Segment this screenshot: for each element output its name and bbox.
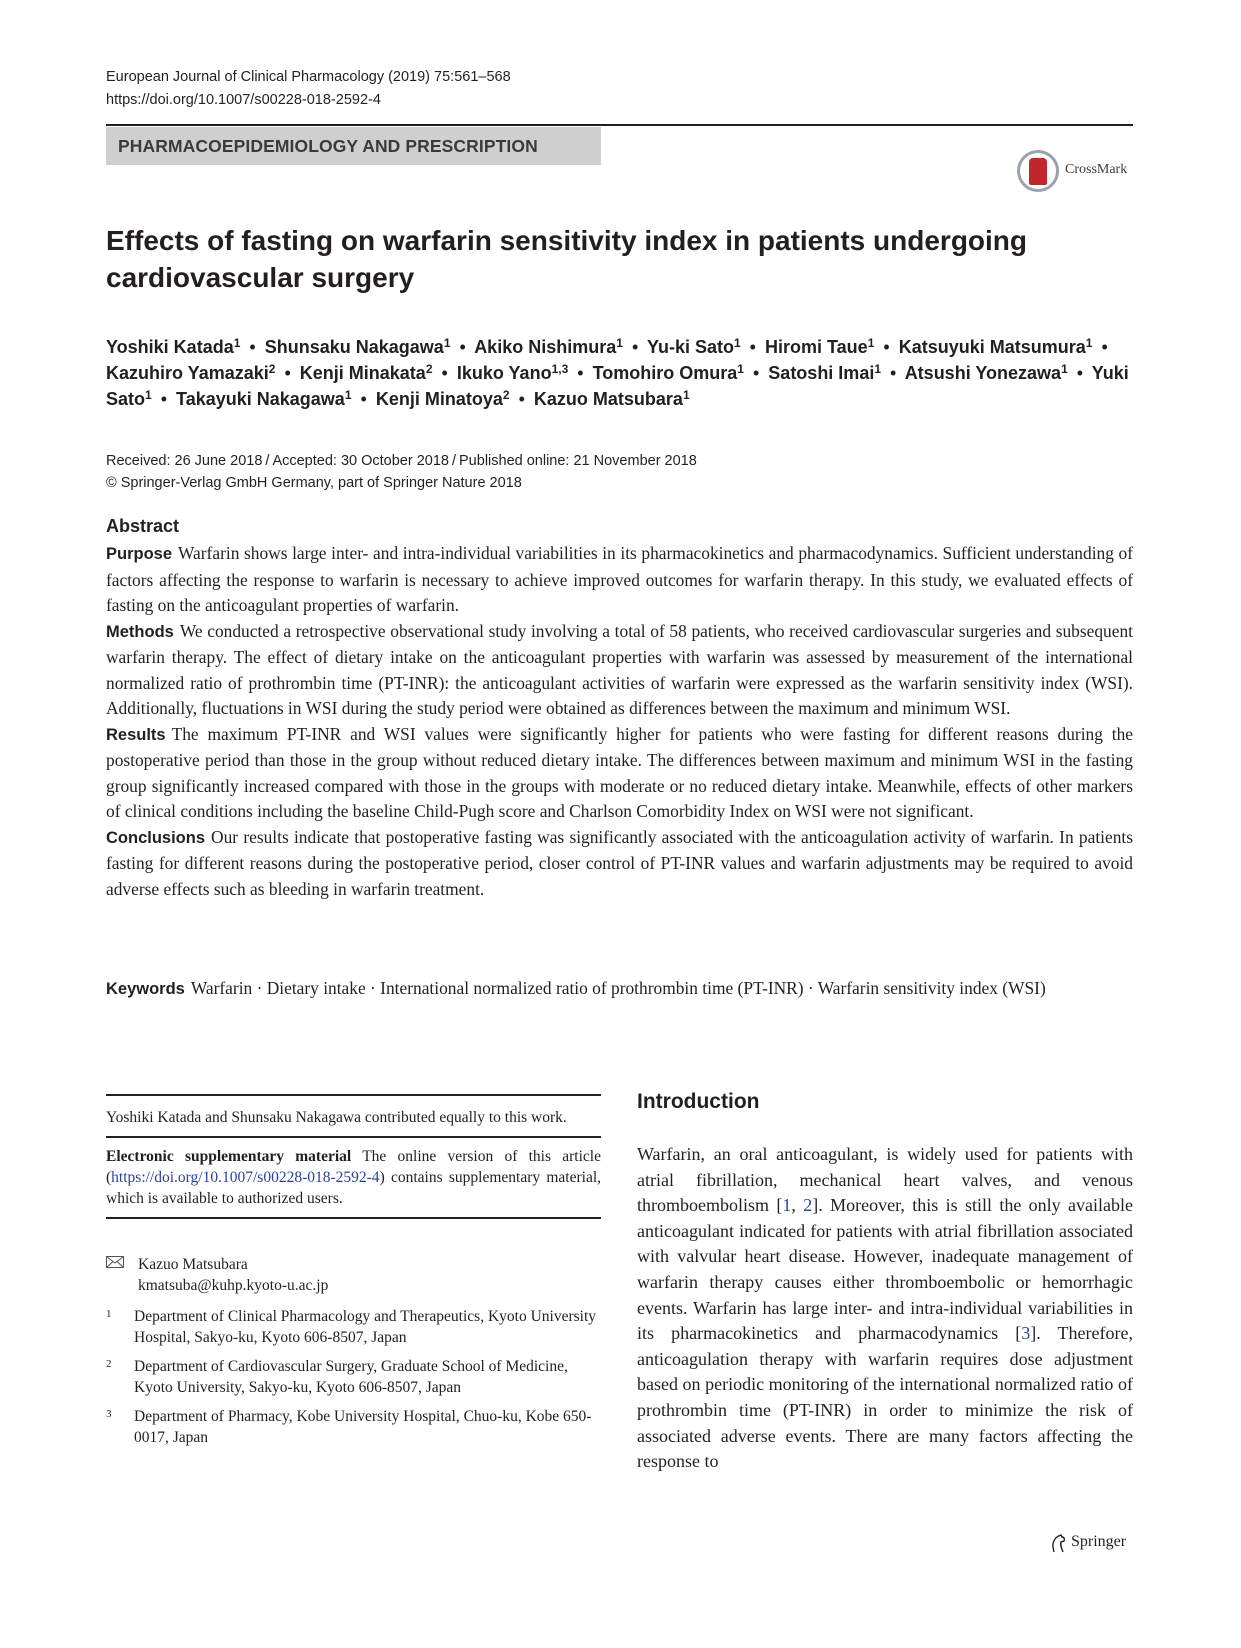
author-name[interactable]: Yu-ki Sato xyxy=(646,337,734,357)
intro-text: Warfarin, an oral anticoagulant, is widely used for patients with atrial fibrillation, mechanical heart valves, and venous thromboembolism [ xyxy=(637,1144,1133,1216)
section-banner: PHARMACOEPIDEMIOLOGY AND PRESCRIPTION xyxy=(106,127,601,165)
author-affiliation-marker: 1 xyxy=(145,388,152,402)
published-date: Published online: 21 November 2018 xyxy=(459,453,697,469)
author-affiliation-marker: 1 xyxy=(233,336,241,350)
affiliation-number: 1 xyxy=(106,1308,112,1320)
author-affiliation-marker: 1 xyxy=(867,336,875,350)
citation-link[interactable]: 1 xyxy=(782,1195,792,1216)
abstract-methods xyxy=(106,619,1133,722)
introduction-heading: Introduction xyxy=(637,1090,760,1113)
author-affiliation-marker: 2 xyxy=(268,362,276,376)
keywords-text: Warfarin · Dietary intake · International normalized ratio of prothrombin time (PT-INR) · Warfarin sensitivity index (WSI) xyxy=(190,978,1046,998)
affiliation-number: 3 xyxy=(106,1408,112,1420)
author-separator: • xyxy=(459,337,466,357)
author-affiliation-marker: 2 xyxy=(425,362,433,376)
author-list xyxy=(106,334,1146,412)
author-name[interactable]: Kenji Minatoya xyxy=(375,389,503,409)
author-name[interactable]: Ikuko Yano xyxy=(456,363,552,383)
author-affiliation-marker: 1 xyxy=(616,336,623,350)
introduction-body xyxy=(637,1142,1133,1475)
author-affiliation-marker: 1 xyxy=(874,362,882,376)
abstract-results xyxy=(106,722,1133,825)
author-affiliation-marker: 1 xyxy=(737,362,744,376)
author-name[interactable]: Yuki Sato xyxy=(106,363,1129,409)
author-affiliation-marker: 1 xyxy=(1061,362,1068,376)
doi-link[interactable]: https://doi.org/10.1007/s00228-018-2592-4 xyxy=(106,92,381,108)
author-separator: • xyxy=(749,337,756,357)
esm-label: Electronic supplementary material xyxy=(106,1148,352,1165)
author-separator: • xyxy=(518,389,525,409)
author-affiliation-marker: 1 xyxy=(1085,336,1093,350)
author-name[interactable]: Satoshi Imai xyxy=(768,363,875,383)
copyright-notice: © Springer-Verlag GmbH Germany, part of Springer Nature 2018 xyxy=(106,475,522,491)
author-name[interactable]: Takayuki Nakagawa xyxy=(176,389,345,409)
citation-link[interactable]: 2 xyxy=(803,1195,813,1216)
methods-text: We conducted a retrospective observational study involving a total of 58 patients, who received cardiovascular surgeries and subsequent warfarin therapy. The effect of dietary intake on the anticoagulant properties with warfarin was assessed by measurement of the international normalized ratio of prothrombin time (PT-INR): the anticoagulant activities of warfarin were expressed as the warfarin sensitivity index (WSI). Additionally, fluctuations in WSI during the study period were obtained as differences between the maximum and minimum WSI. xyxy=(106,620,1133,718)
footnote-rule xyxy=(106,1136,601,1138)
esm-link[interactable]: https://doi.org/10.1007/s00228-018-2592-4 xyxy=(111,1169,380,1186)
envelope-icon xyxy=(106,1256,124,1268)
author-separator: • xyxy=(360,389,367,409)
equal-contribution-note: Yoshiki Katada and Shunsaku Nakagawa contributed equally to this work. xyxy=(106,1109,567,1126)
author-affiliation-marker: 1 xyxy=(344,388,352,402)
results-text: The maximum PT-INR and WSI values were significantly higher for patients who were fasting for different reasons during the postoperative period than those in the group without reduced dietary intake. The differences between maximum and minimum WSI in the fasting group significantly increased compared with those in the groups with moderate or no reduced dietary intake. Meanwhile, effects of other markers of clinical conditions including the baseline Child-Pugh score and Charlson Comorbidity Index on WSI were not significant. xyxy=(106,723,1133,821)
springer-wordmark: Springer xyxy=(1071,1533,1127,1550)
abstract-body xyxy=(106,541,1133,902)
abstract-purpose xyxy=(106,541,1133,619)
corresponding-email[interactable]: kmatsuba@kuhp.kyoto-u.ac.jp xyxy=(138,1277,329,1294)
abstract-conclusions xyxy=(106,825,1133,903)
springer-horse-icon xyxy=(1049,1533,1067,1553)
esm-text-post: ) contains supplementary material, which is available to authorized users. xyxy=(106,1169,601,1207)
author-separator: • xyxy=(631,337,639,357)
crossmark-icon xyxy=(1017,150,1059,192)
author-separator: • xyxy=(160,389,168,409)
author-separator: • xyxy=(441,363,448,383)
article-dates: Received: 26 June 2018 / Accepted: 30 October 2018 / Published online: 21 November 2018 © Springer-Verlag GmbH Germany, part of Springer Nature 2018 xyxy=(106,450,697,494)
author-affiliation-marker: 1,3 xyxy=(551,362,569,376)
conclusions-text: Our results indicate that postoperative fasting was significantly associated with the anticoagulation activity of warfarin. In patients fasting for different reasons during the postoperative period, closer control of PT-INR values and warfarin adjustments may be required to avoid adverse effects such as bleeding in warfarin treatment. xyxy=(106,826,1133,899)
corresponding-name: Kazuo Matsubara xyxy=(138,1256,248,1273)
affiliation-text: Department of Cardiovascular Surgery, Graduate School of Medicine, Kyoto University, Sakyo-ku, Kyoto 606-8507, Japan xyxy=(134,1358,568,1396)
author-name[interactable]: Shunsaku Nakagawa xyxy=(264,337,444,357)
affiliation-text: Department of Pharmacy, Kobe University Hospital, Chuo-ku, Kobe 650-0017, Japan xyxy=(134,1408,592,1446)
received-date: Received: 26 June 2018 xyxy=(106,453,263,469)
abstract-heading: Abstract xyxy=(106,516,180,536)
author-separator: • xyxy=(577,363,584,383)
author-separator: • xyxy=(1101,337,1108,357)
affiliation-number: 2 xyxy=(106,1358,112,1370)
purpose-label: Purpose xyxy=(106,545,173,563)
keywords xyxy=(106,976,1133,1003)
footnote-rule xyxy=(106,1217,601,1219)
author-affiliation-marker: 2 xyxy=(502,388,510,402)
accepted-date: Accepted: 30 October 2018 xyxy=(272,453,449,469)
author-separator: • xyxy=(249,337,256,357)
author-name[interactable]: Katsuyuki Matsumura xyxy=(898,337,1086,357)
author-separator: • xyxy=(284,363,291,383)
intro-text: , xyxy=(791,1195,804,1216)
author-name[interactable]: Kazuo Matsubara xyxy=(533,389,683,409)
author-name[interactable]: Tomohiro Omura xyxy=(592,363,738,383)
affiliation-text: Department of Clinical Pharmacology and Therapeutics, Kyoto University Hospital, Sakyo-ku, Kyoto 606-8507, Japan xyxy=(134,1308,597,1346)
author-name[interactable]: Hiromi Taue xyxy=(765,337,868,357)
keywords-label: Keywords xyxy=(106,980,185,998)
conclusions-label: Conclusions xyxy=(106,828,206,847)
intro-text: ]. Therefore, anticoagulation therapy with warfarin requires dose adjustment based on periodic monitoring of the international normalized ratio of prothrombin time (PT-INR) in order to minimize the risk of associated adverse events. There are many factors affecting the response to xyxy=(637,1323,1133,1472)
esm-text-pre: The online version of this article ( xyxy=(106,1148,601,1186)
author-separator: • xyxy=(890,363,897,383)
author-affiliation-marker: 1 xyxy=(443,336,451,350)
crossmark-badge[interactable] xyxy=(1017,150,1137,194)
author-name[interactable]: Kazuhiro Yamazaki xyxy=(106,363,269,383)
author-name[interactable]: Atsushi Yonezawa xyxy=(904,363,1062,383)
author-name[interactable]: Kenji Minakata xyxy=(299,363,426,383)
crossmark-label: CrossMark xyxy=(1065,162,1128,177)
purpose-text: Warfarin shows large inter- and intra-individual variabilities in its pharmacokinetics and pharmacodynamics. Sufficient understanding of factors affecting the response to warfarin is necessary to achieve improved outcomes for warfarin therapy. In this study, we evaluated effects of fasting on the anticoagulant properties of warfarin. xyxy=(106,543,1133,615)
author-separator: • xyxy=(752,363,760,383)
journal-citation: European Journal of Clinical Pharmacology (2019) 75:561–568 xyxy=(106,69,511,85)
footnote-rule xyxy=(106,1094,601,1096)
article-title: Effects of fasting on warfarin sensitivity index in patients undergoing cardiovascular surgery xyxy=(106,225,1028,293)
citation-link[interactable]: 3 xyxy=(1021,1323,1031,1344)
header-rule xyxy=(106,124,1133,126)
author-separator: • xyxy=(1076,363,1084,383)
esm-note xyxy=(106,1146,601,1209)
footnote-block xyxy=(106,1094,601,1219)
author-affiliation-marker: 1 xyxy=(682,388,690,402)
author-affiliation-marker: 1 xyxy=(733,336,741,350)
springer-logo xyxy=(1049,1532,1139,1556)
author-separator: • xyxy=(883,337,890,357)
author-name[interactable]: Yoshiki Katada xyxy=(106,337,234,357)
intro-text: ]. Moreover, this is still the only available anticoagulant indicated for patients with atrial fibrillation associated with valvular heart disease. However, inadequate management of warfarin therapy causes either thromboembolic or hemorrhagic events. Warfarin has large inter- and intra-individual variabilities in its pharmacokinetics and pharmacodynamics [ xyxy=(637,1195,1134,1344)
author-name[interactable]: Akiko Nishimura xyxy=(474,337,617,357)
results-label: Results xyxy=(106,725,166,744)
methods-label: Methods xyxy=(106,622,174,641)
journal-header xyxy=(106,66,511,112)
